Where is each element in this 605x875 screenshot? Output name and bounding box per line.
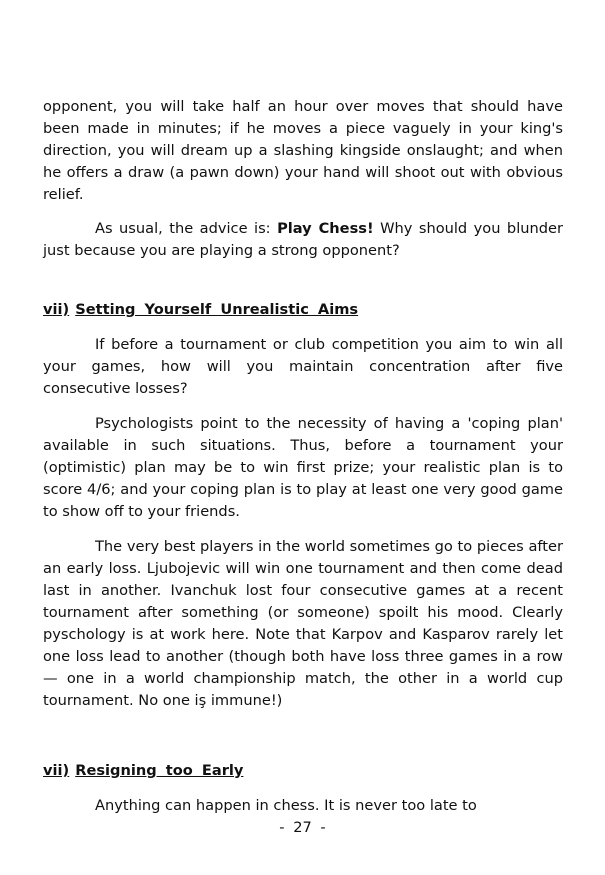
paragraph-coping-plan: Psychologists point to the necessity of having a 'coping plan' available in such situations. Thus, before a tournament your (optimistic) plan may be to win first prize; your realistic plan is to score 4/6; and your coping plan is to play at least one very good game to show off to your friends. bbox=[43, 415, 563, 520]
advice-text-before: As usual, the advice is: bbox=[95, 220, 278, 237]
section-number: vii) bbox=[43, 762, 70, 779]
paragraph-tournament-aims: If before a tournament or club competition you aim to win all your games, how will you maintain concentration after five consecutive losses? bbox=[43, 336, 563, 397]
paragraph-continued: opponent, you will take half an hour over moves that should have been made in minutes; if he moves a piece vaguely in your king's direction, you will dream up a slashing kingside onslaught; and when he offers a draw (a pawn down) your hand will shoot out with obvious relief. bbox=[43, 98, 563, 203]
advice-emphasis: Play Chess! bbox=[277, 220, 374, 237]
section-title: Resigning too Early bbox=[75, 762, 244, 779]
section-heading-resigning-early bbox=[43, 760, 563, 782]
book-page bbox=[43, 96, 563, 817]
section-number: vii) bbox=[43, 301, 70, 318]
advice-text-after: Why should you blunder just because you are playing a strong opponent? bbox=[43, 220, 563, 259]
section-heading-unrealistic-aims bbox=[43, 299, 563, 321]
paragraph-advice bbox=[43, 218, 563, 262]
paragraph-anything-can-happen: Anything can happen in chess. It is never too late to bbox=[95, 797, 477, 814]
paragraph-best-players: The very best players in the world sometimes go to pieces after an early loss. Ljubojevic will win one tournament and then come dead last in another. Ivanchuk lost four consecutive games at a recent tournament after something (or someone) spoilt his mood. Clearly pyschology is at work here. Note that Karpov and Kasparov rarely let one loss lead to another (though both have loss three games in a row — one in a world championship match, the other in a world cup tournament. No one iş immune!) bbox=[43, 538, 563, 709]
section-title: Setting Yourself Unrealistic Aims bbox=[75, 301, 359, 318]
page-number: - 27 - bbox=[279, 819, 326, 836]
